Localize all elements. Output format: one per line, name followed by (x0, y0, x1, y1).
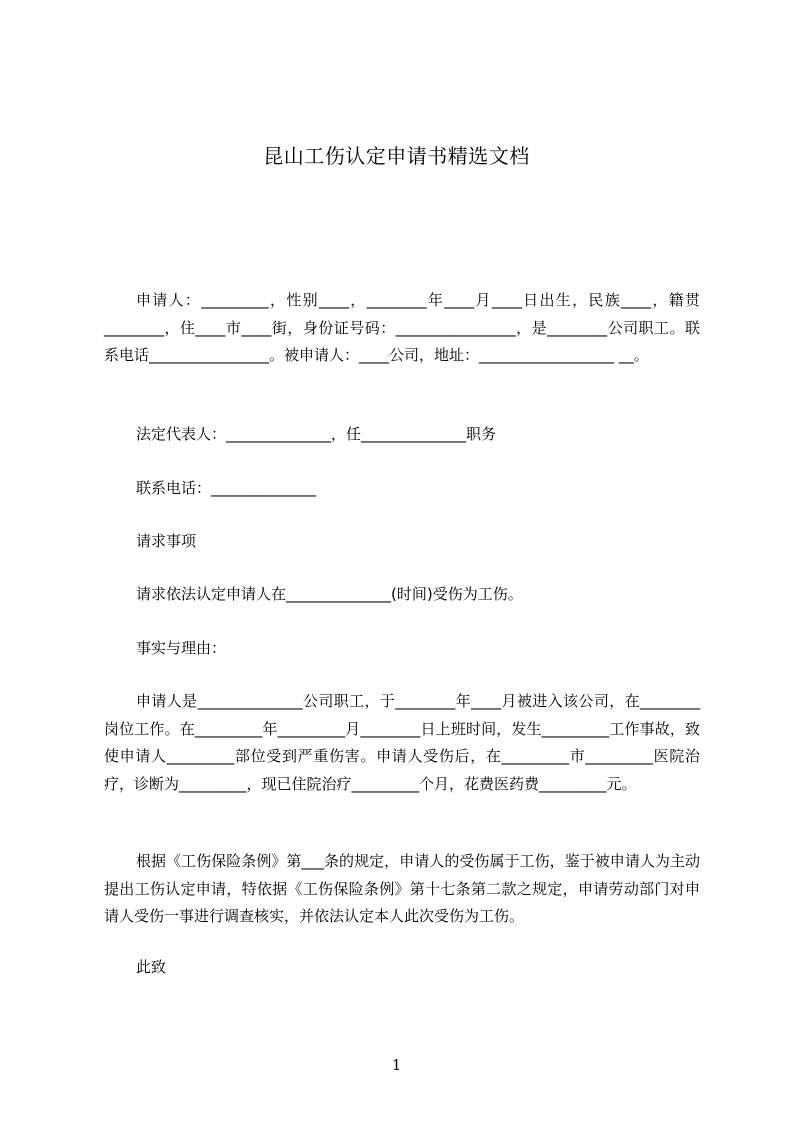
request-heading: 请求事项 (136, 532, 197, 550)
page-number: 1 (391, 1056, 402, 1074)
legal-representative-line: 法定代表人：______________，任______________职务 (136, 425, 497, 443)
legal-basis-paragraph: 根据《工伤保险条例》第___条的规定，申请人的受伤属于工伤，鉴于被申请人为主动提出工伤认定申请，特依据《工伤保险条例》第十七条第二款之规定，申请劳动部门对申请人受伤一事进行调查核实，并依法认定本人此次受伤为工伤。 (104, 852, 700, 925)
request-body: 请求依法认定申请人在______________(时间)受伤为工伤。 (136, 585, 523, 603)
facts-paragraph: 申请人是______________公司职工，于________年____月被进入该公司，在________岗位工作。在_________年_________月________日上班时间，发生_________工作事故，致使申请人_________部位受到严重伤害。申请人受伤后，在_________市_________医院治疗，诊断为_________，现已住院治疗_________个月，花费医药费_________元。 (104, 692, 700, 793)
closing-salutation: 此致 (136, 958, 167, 976)
facts-heading: 事实与理由： (136, 639, 227, 657)
document-title: 昆山工伤认定申请书精选文档 (263, 144, 530, 168)
contact-phone-line: 联系电话：______________ (136, 479, 317, 497)
applicant-info-paragraph: 申请人：_________，性别____，________年____月____日出生，民族____，籍贯________，住____市____街，身份证号码：________________，是________公司职工。联系电话________________。被申请人：____公司，地址：__________________ __。 (104, 291, 700, 364)
